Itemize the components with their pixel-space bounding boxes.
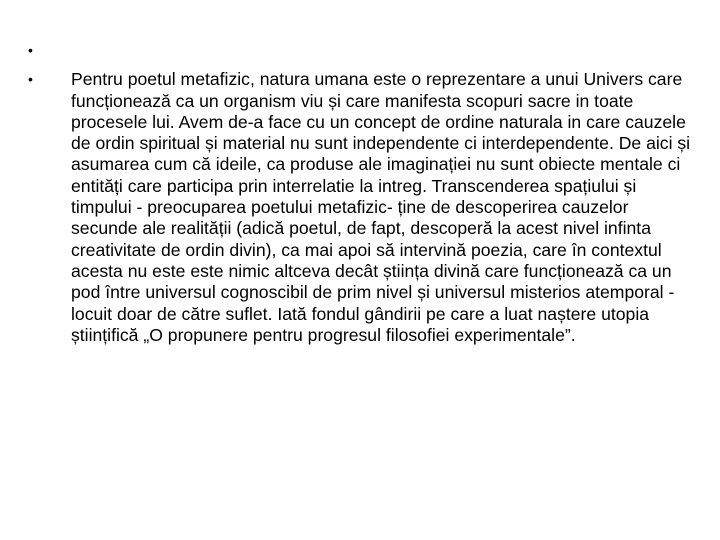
bullet-marker: • bbox=[28, 42, 33, 58]
bullet-list bbox=[28, 40, 698, 346]
bullet-item-main bbox=[28, 69, 698, 346]
bullet-marker: • bbox=[28, 71, 33, 88]
bullet-text: Pentru poetul metafizic, natura umana este o reprezentare a unui Univers care funcționează ca un organism viu și care manifesta scopuri sacre in toate procesele lui. Avem de-a face cu un concept de ordine naturala in care cauzele de ordin spiritual și material nu sunt independente ci interdependente. De aici și asumarea cum că ideile, ca produse ale imaginației nu sunt obiecte mentale ci entități care participa prin interrelatie la intreg. Transcenderea spațiului și timpului - preocuparea poetului metafizic- ține de descoperirea cauzelor secunde ale realității (adică poetul, de fapt, descoperă la acest nivel infinta creativitate de ordin divin), ca mai apoi să intervină poezia, care în contextul acesta nu este este nimic altceva decât știința divină care funcționează ca un pod între universul cognoscibil de prim nivel și universul misterios atemporal - locuit doar de către suflet. Iată fondul gândirii pe care a luat naștere utopia științifică „O propunere pentru progresul filosofiei experimentale”. bbox=[71, 69, 691, 345]
bullet-item-empty bbox=[28, 40, 698, 61]
